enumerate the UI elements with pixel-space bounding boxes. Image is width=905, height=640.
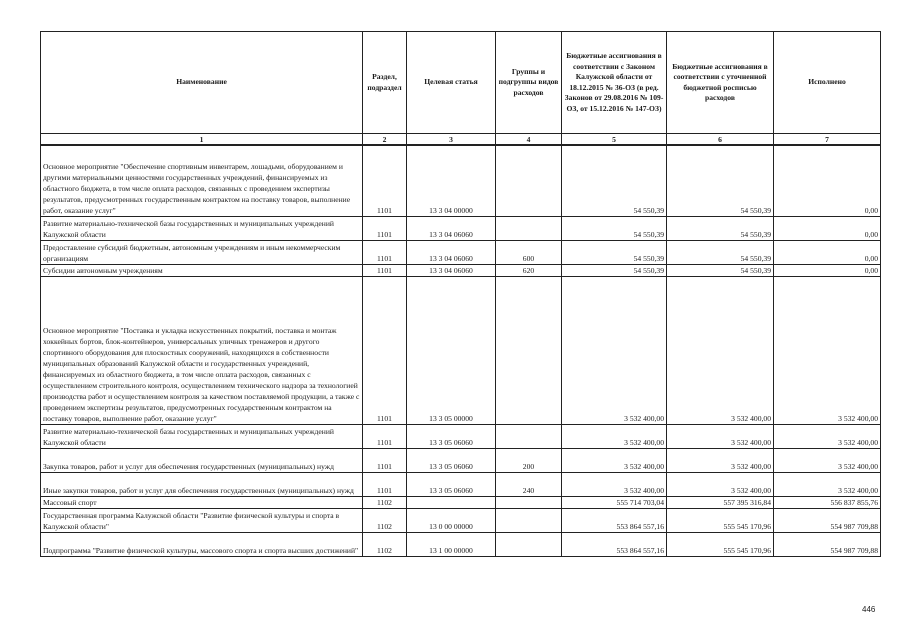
row-section: 1101 xyxy=(363,264,407,276)
row-law-amount: 3 532 400,00 xyxy=(562,448,667,472)
row-section: 1101 xyxy=(363,472,407,496)
row-target: 13 0 00 00000 xyxy=(407,508,496,532)
col-header-section: Раздел, подраздел xyxy=(363,32,407,134)
row-refined-amount: 54 550,39 xyxy=(667,145,774,216)
row-law-amount: 54 550,39 xyxy=(562,240,667,264)
col-header-name: Наименование xyxy=(41,32,363,134)
table-row xyxy=(41,145,881,216)
row-executed-amount: 0,00 xyxy=(774,216,881,240)
row-refined-amount: 555 545 170,96 xyxy=(667,532,774,556)
row-executed-amount: 3 532 400,00 xyxy=(774,276,881,424)
row-name: Основное мероприятие "Поставка и укладка искусственных покрытий, поставка и монтаж хоккейных бортов, блок-контейнеров, универсальных уличных тренажеров и другого спортивного оборудования для плоскостных сооружений, находящихся в собственности муниципальных образований Калужской области и государственных учреждений, финансируемых из областного бюджета, в том числе оплата расходов, связанных с осуществлением строительного контроля, осуществлением технического надзора за технологией производства работ и осуществлением контроля за качеством поставляемой продукции, а также с проведением экспертизы результатов, предусмотренных государственным контрактом на поставку товаров, выполнение работ, оказание услуг" xyxy=(41,276,363,424)
row-name: Государственная программа Калужской области "Развитие физической культуры и спорта в Калужской области" xyxy=(41,508,363,532)
row-name: Предоставление субсидий бюджетным, автономным учреждениям и иным некоммерческим организациям xyxy=(41,240,363,264)
table-row xyxy=(41,216,881,240)
row-target: 13 3 04 06060 xyxy=(407,216,496,240)
table-row xyxy=(41,448,881,472)
row-name: Развитие материально-технической базы государственных и муниципальных учреждений Калужской области xyxy=(41,424,363,448)
row-law-amount: 3 532 400,00 xyxy=(562,472,667,496)
table-row xyxy=(41,264,881,276)
row-refined-amount: 3 532 400,00 xyxy=(667,472,774,496)
row-target: 13 3 05 06060 xyxy=(407,448,496,472)
row-law-amount: 555 714 703,04 xyxy=(562,496,667,508)
row-group xyxy=(496,276,562,424)
row-section: 1102 xyxy=(363,532,407,556)
row-group: 200 xyxy=(496,448,562,472)
row-law-amount: 553 864 557,16 xyxy=(562,508,667,532)
row-section: 1101 xyxy=(363,145,407,216)
row-target: 13 3 05 06060 xyxy=(407,472,496,496)
row-executed-amount: 0,00 xyxy=(774,264,881,276)
row-name: Массовый спорт xyxy=(41,496,363,508)
row-section: 1101 xyxy=(363,448,407,472)
row-name: Иные закупки товаров, работ и услуг для обеспечения государственных (муниципальных) нужд xyxy=(41,472,363,496)
table-row xyxy=(41,532,881,556)
row-section: 1101 xyxy=(363,240,407,264)
column-number: 7 xyxy=(774,134,881,146)
row-refined-amount: 3 532 400,00 xyxy=(667,424,774,448)
row-group xyxy=(496,532,562,556)
column-number: 1 xyxy=(41,134,363,146)
page-number: 446 xyxy=(862,605,876,614)
row-refined-amount: 54 550,39 xyxy=(667,216,774,240)
row-section: 1101 xyxy=(363,216,407,240)
column-number: 5 xyxy=(562,134,667,146)
row-group xyxy=(496,216,562,240)
row-executed-amount: 556 837 855,76 xyxy=(774,496,881,508)
row-target: 13 1 00 00000 xyxy=(407,532,496,556)
column-number-row xyxy=(41,134,881,146)
row-group xyxy=(496,424,562,448)
row-refined-amount: 54 550,39 xyxy=(667,264,774,276)
row-section: 1102 xyxy=(363,496,407,508)
row-group xyxy=(496,508,562,532)
row-executed-amount: 554 987 709,88 xyxy=(774,532,881,556)
column-number: 3 xyxy=(407,134,496,146)
table-row xyxy=(41,240,881,264)
row-refined-amount: 54 550,39 xyxy=(667,240,774,264)
row-section: 1102 xyxy=(363,508,407,532)
row-section: 1101 xyxy=(363,276,407,424)
row-name: Субсидии автономным учреждениям xyxy=(41,264,363,276)
row-target: 13 3 04 06060 xyxy=(407,264,496,276)
col-header-law: Бюджетные ассигнования в соответствии с Законом Калужской области от 18.12.2015 № 36-ОЗ (в ред. Законов от 29.08.2016 № 109-ОЗ, от 15.12.2016 № 147-ОЗ) xyxy=(562,32,667,134)
table-row xyxy=(41,472,881,496)
header-row xyxy=(41,32,881,134)
table-row xyxy=(41,424,881,448)
row-refined-amount: 555 545 170,96 xyxy=(667,508,774,532)
row-name: Развитие материально-технической базы государственных и муниципальных учреждений Калужской области xyxy=(41,216,363,240)
column-number: 4 xyxy=(496,134,562,146)
row-law-amount: 54 550,39 xyxy=(562,264,667,276)
row-law-amount: 3 532 400,00 xyxy=(562,424,667,448)
budget-table xyxy=(40,31,881,557)
row-refined-amount: 3 532 400,00 xyxy=(667,276,774,424)
row-target: 13 3 05 06060 xyxy=(407,424,496,448)
column-number: 6 xyxy=(667,134,774,146)
row-group: 600 xyxy=(496,240,562,264)
row-target: 13 3 04 06060 xyxy=(407,240,496,264)
row-law-amount: 553 864 557,16 xyxy=(562,532,667,556)
row-group: 620 xyxy=(496,264,562,276)
row-target: 13 3 04 00000 xyxy=(407,145,496,216)
table-row xyxy=(41,496,881,508)
col-header-refined: Бюджетные ассигнования в соответствии с уточненной бюджетной росписью расходов xyxy=(667,32,774,134)
row-law-amount: 54 550,39 xyxy=(562,145,667,216)
row-executed-amount: 3 532 400,00 xyxy=(774,472,881,496)
row-executed-amount: 3 532 400,00 xyxy=(774,448,881,472)
row-executed-amount: 0,00 xyxy=(774,240,881,264)
col-header-target: Целевая статья xyxy=(407,32,496,134)
col-header-executed: Исполнено xyxy=(774,32,881,134)
row-executed-amount: 554 987 709,88 xyxy=(774,508,881,532)
row-group xyxy=(496,496,562,508)
column-number: 2 xyxy=(363,134,407,146)
row-name: Основное мероприятие "Обеспечение спортивным инвентарем, лошадьми, оборудованием и другими материальными ценностями государственных учреждений, финансируемых из областного бюджета, в том числе оплата расходов, связанных с проведением экспертизы результатов, предусмотренных государственным контрактом на поставку товаров, выполнение работ, оказание услуг" xyxy=(41,145,363,216)
row-section: 1101 xyxy=(363,424,407,448)
table-row xyxy=(41,508,881,532)
row-executed-amount: 3 532 400,00 xyxy=(774,424,881,448)
row-law-amount: 54 550,39 xyxy=(562,216,667,240)
row-target xyxy=(407,496,496,508)
row-target: 13 3 05 00000 xyxy=(407,276,496,424)
row-group xyxy=(496,145,562,216)
row-group: 240 xyxy=(496,472,562,496)
col-header-group: Группы и подгруппы видов расходов xyxy=(496,32,562,134)
row-refined-amount: 557 395 316,84 xyxy=(667,496,774,508)
row-refined-amount: 3 532 400,00 xyxy=(667,448,774,472)
row-name: Подпрограмма "Развитие физической культуры, массового спорта и спорта высших достижений" xyxy=(41,532,363,556)
row-law-amount: 3 532 400,00 xyxy=(562,276,667,424)
table-row xyxy=(41,276,881,424)
row-name: Закупка товаров, работ и услуг для обеспечения государственных (муниципальных) нужд xyxy=(41,448,363,472)
row-executed-amount: 0,00 xyxy=(774,145,881,216)
